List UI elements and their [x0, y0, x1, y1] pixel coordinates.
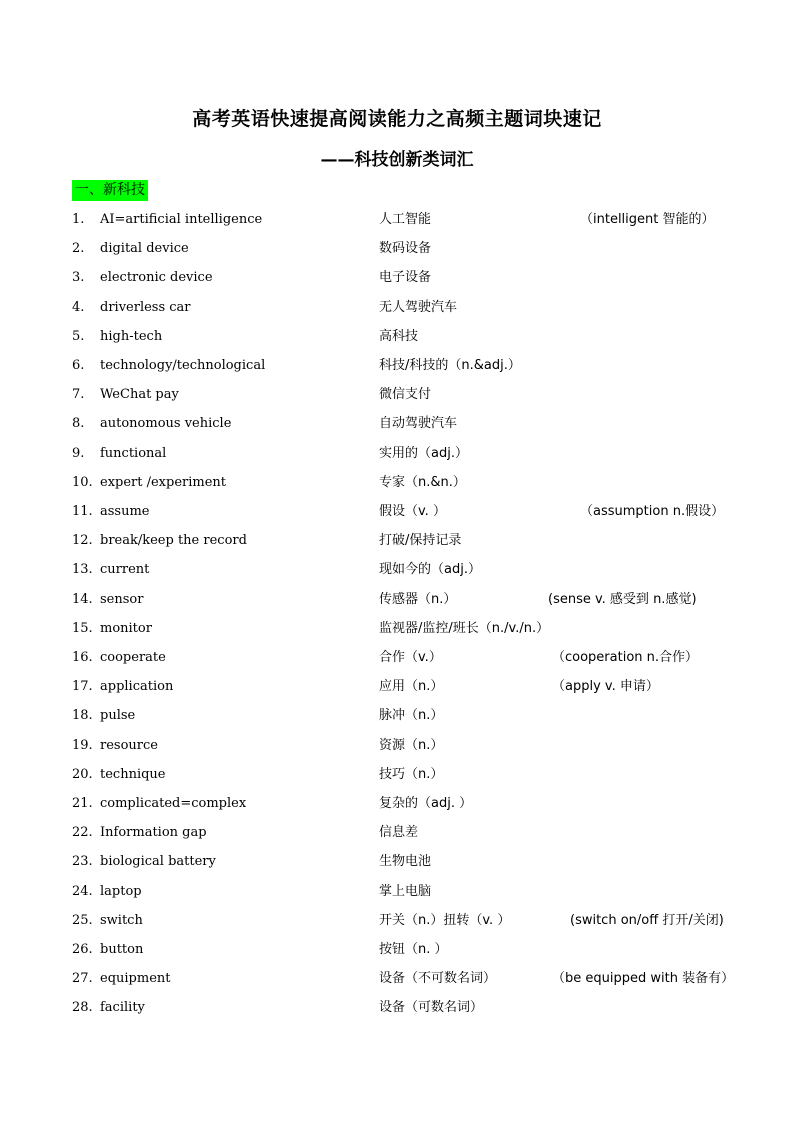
english-term: pulse [100, 708, 136, 724]
document-title: 高考英语快速提高阅读能力之高频主题词块速记 [192, 108, 602, 130]
vocab-row [0, 210, 794, 234]
english-term: digital device [100, 241, 189, 257]
chinese-meaning: 实用的（adj.） [379, 445, 468, 461]
vocab-row [0, 590, 794, 614]
chinese-meaning: 设备（不可数名词） [379, 971, 497, 987]
entry-number: 26. [72, 942, 93, 957]
chinese-meaning: 生物电池 [379, 854, 432, 870]
vocab-row [0, 677, 794, 701]
vocab-row [0, 998, 794, 1022]
chinese-meaning: 设备（可数名词） [379, 1000, 484, 1016]
entry-number: 24. [72, 883, 93, 899]
vocab-row [0, 473, 794, 497]
chinese-meaning: 科技/科技的（n.&adj.） [379, 358, 521, 373]
chinese-meaning: 资源（n.） [379, 737, 444, 753]
entry-number: 18. [72, 708, 93, 724]
chinese-meaning: 无人驾驶汽车 [379, 299, 458, 315]
related-word-note: （intelligent 智能的） [580, 212, 715, 227]
entry-number: 9. [72, 445, 85, 461]
english-term: button [100, 942, 144, 957]
vocab-row [0, 327, 794, 351]
vocab-row [0, 852, 794, 876]
vocab-row [0, 736, 794, 760]
entry-number: 20. [72, 766, 93, 782]
vocab-row [0, 298, 794, 322]
english-term: switch [100, 912, 143, 928]
english-term: expert /experiment [100, 474, 227, 490]
vocab-row [0, 823, 794, 847]
chinese-meaning: 高科技 [379, 328, 419, 344]
chinese-meaning: 合作（v.） [379, 650, 442, 665]
entry-number: 12. [72, 533, 93, 549]
entry-number: 25. [72, 912, 93, 928]
english-term: facility [100, 1000, 145, 1016]
english-term: laptop [100, 883, 142, 899]
vocab-row [0, 560, 794, 584]
chinese-meaning: 数码设备 [379, 241, 432, 257]
vocab-row [0, 356, 794, 380]
english-term: resource [100, 737, 158, 753]
chinese-meaning: 现如今的（adj.） [379, 562, 481, 578]
english-term: functional [100, 445, 167, 461]
entry-number: 27. [72, 971, 93, 987]
chinese-meaning: 应用（n.） [379, 679, 444, 695]
vocab-row [0, 794, 794, 818]
english-term: complicated=complex [100, 796, 247, 811]
related-word-note: （apply v. 申请） [552, 679, 659, 695]
chinese-meaning: 脉冲（n.） [379, 708, 444, 724]
related-word-note: （be equipped with 装备有） [552, 971, 735, 987]
section-heading: 一、新科技 [72, 180, 148, 201]
chinese-meaning: 电子设备 [379, 270, 432, 286]
chinese-meaning: 打破/保持记录 [379, 533, 462, 549]
related-word-note: (switch on/off 打开/关闭) [570, 912, 724, 928]
vocab-row [0, 531, 794, 555]
vocab-row [0, 268, 794, 292]
vocab-row [0, 911, 794, 935]
chinese-meaning: 掌上电脑 [379, 883, 432, 899]
vocab-row [0, 502, 794, 526]
english-term: WeChat pay [100, 387, 179, 403]
vocab-row [0, 414, 794, 438]
english-term: sensor [100, 591, 144, 607]
vocab-row [0, 619, 794, 643]
entry-number: 7. [72, 387, 85, 403]
chinese-meaning: 按钮（n. ） [379, 942, 448, 957]
vocab-row [0, 969, 794, 993]
entry-number: 15. [72, 620, 93, 636]
entry-number: 2. [72, 241, 85, 257]
english-term: autonomous vehicle [100, 416, 232, 432]
vocab-row [0, 706, 794, 730]
english-term: technology/technological [100, 358, 266, 373]
chinese-meaning: 假设（v. ） [379, 504, 446, 519]
chinese-meaning: 开关（n.）扭转（v. ） [379, 912, 511, 928]
chinese-meaning: 自动驾驶汽车 [379, 416, 458, 432]
chinese-meaning: 人工智能 [379, 212, 432, 227]
english-term: AI=artificial intelligence [100, 212, 263, 227]
chinese-meaning: 微信支付 [379, 387, 432, 403]
vocab-row [0, 648, 794, 672]
english-term: monitor [100, 620, 152, 636]
entry-number: 13. [72, 562, 93, 578]
vocab-row [0, 882, 794, 906]
entry-number: 11. [72, 504, 93, 519]
english-term: Information gap [100, 825, 207, 841]
entry-number: 23. [72, 854, 93, 870]
entry-number: 28. [72, 1000, 93, 1016]
english-term: break/keep the record [100, 533, 247, 549]
vocab-row [0, 940, 794, 964]
related-word-note: （cooperation n.合作） [552, 650, 699, 665]
english-term: assume [100, 504, 150, 519]
entry-number: 14. [72, 591, 93, 607]
entry-number: 22. [72, 825, 93, 841]
english-term: biological battery [100, 854, 216, 870]
entry-number: 21. [72, 796, 93, 811]
english-term: current [100, 562, 150, 578]
chinese-meaning: 传感器（n.） [379, 591, 457, 607]
chinese-meaning: 信息差 [379, 825, 419, 841]
entry-number: 10. [72, 474, 93, 490]
english-term: technique [100, 766, 166, 782]
vocab-row [0, 239, 794, 263]
chinese-meaning: 复杂的（adj. ） [379, 796, 473, 811]
english-term: application [100, 679, 174, 695]
entry-number: 8. [72, 416, 85, 432]
entry-number: 16. [72, 650, 93, 665]
document-subtitle: ——科技创新类词汇 [320, 150, 474, 170]
english-term: electronic device [100, 270, 213, 286]
entry-number: 6. [72, 358, 85, 373]
vocab-row [0, 385, 794, 409]
entry-number: 3. [72, 270, 85, 286]
english-term: high-tech [100, 328, 163, 344]
entry-number: 19. [72, 737, 93, 753]
english-term: cooperate [100, 650, 166, 665]
english-term: driverless car [100, 299, 191, 315]
entry-number: 5. [72, 328, 85, 344]
english-term: equipment [100, 971, 171, 987]
chinese-meaning: 监视器/监控/班长（n./v./n.） [379, 620, 550, 636]
chinese-meaning: 专家（n.&n.） [379, 474, 466, 490]
related-word-note: （assumption n.假设） [580, 504, 725, 519]
entry-number: 1. [72, 212, 85, 227]
vocab-row [0, 765, 794, 789]
related-word-note: (sense v. 感受到 n.感觉) [548, 591, 697, 607]
chinese-meaning: 技巧（n.） [379, 766, 444, 782]
vocab-row [0, 444, 794, 468]
entry-number: 4. [72, 299, 85, 315]
entry-number: 17. [72, 679, 93, 695]
